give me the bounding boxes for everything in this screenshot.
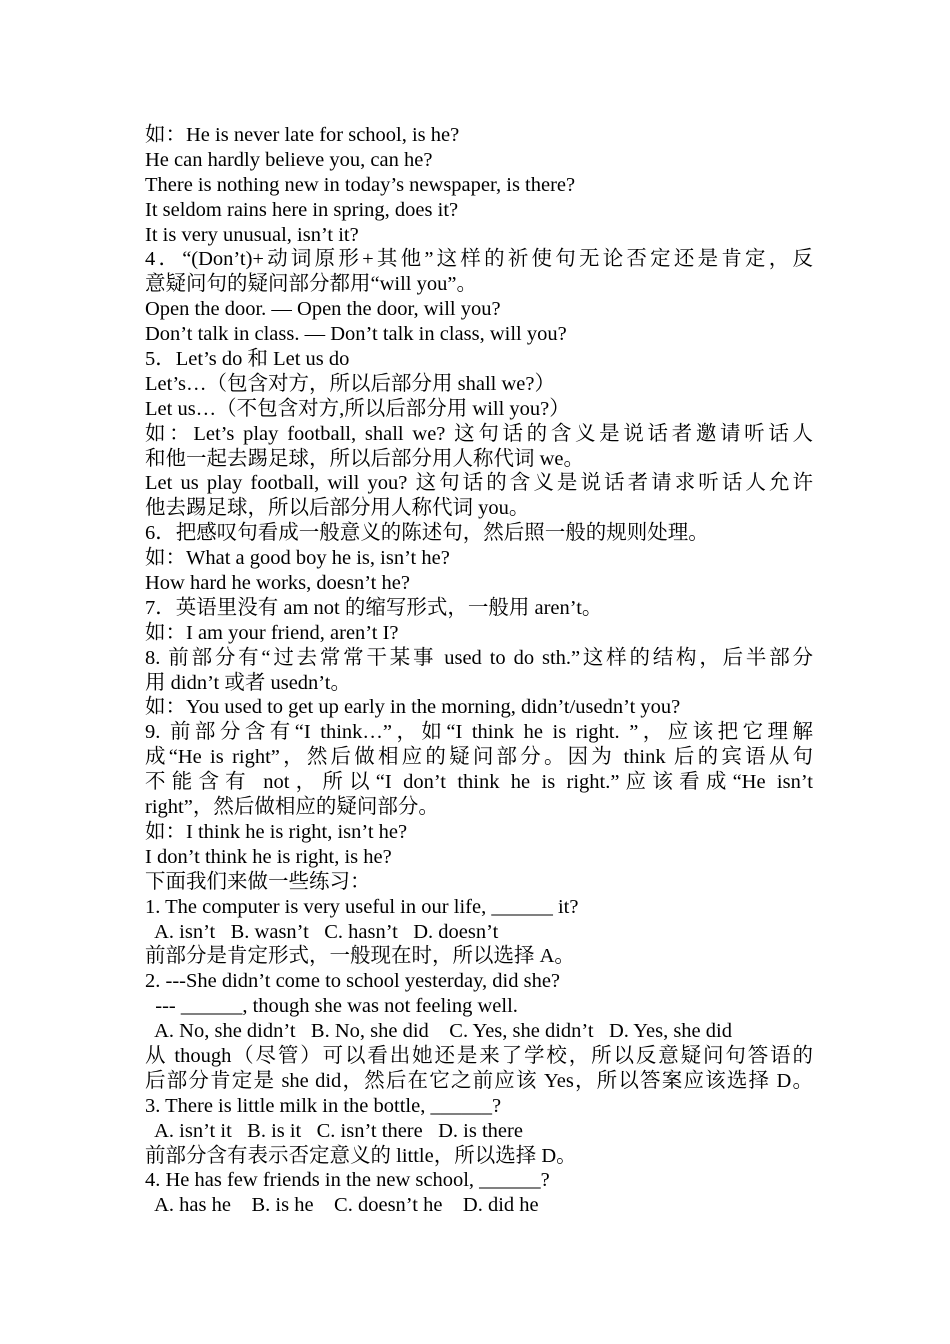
text-line: A. has he B. is he C. doesn’t he D. did he — [145, 1194, 539, 1217]
text-line: A. isn’t B. wasn’t C. hasn’t D. doesn’t — [145, 920, 499, 943]
text-line: 9. 前部分含有“I think…”，如“I think he is right. ”，应该把它理解 — [145, 721, 813, 744]
text-line: A. No, she didn’t B. No, she did C. Yes, she didn’t D. Yes, she did — [145, 1020, 732, 1043]
text-line: right”，然后做相应的疑问部分。 — [145, 796, 439, 819]
text-line: 后部分肯定是 she did，然后在它之前应该 Yes，所以答案应该选择 D。 — [145, 1069, 813, 1092]
text-line: --- ______, though she was not feeling well. — [145, 995, 518, 1018]
text-line: 2. ---She didn’t come to school yesterday, did she? — [145, 970, 561, 993]
text-line: 3. There is little milk in the bottle, ______? — [145, 1094, 502, 1117]
text-line: 和他一起去踢足球，所以后部分用人称代词 we。 — [145, 447, 585, 470]
text-line: I don’t think he is right, is he? — [145, 845, 392, 868]
text-line: How hard he works, doesn’t he? — [145, 572, 410, 595]
text-line: 不能含有 not，所以“I don’t think he is right.”应该看成“He isn’t — [145, 771, 813, 794]
text-line: It seldom rains here in spring, does it? — [145, 198, 459, 221]
text-line: 如：I think he is right, isn’t he? — [145, 820, 408, 843]
document-page — [145, 123, 813, 1218]
text-line: Let us…（不包含对方,所以后部分用 will you?） — [145, 397, 570, 420]
text-line: Open the door. — Open the door, will you? — [145, 298, 501, 321]
text-line: 8. 前部分有“过去常常干某事 used to do sth.”这样的结构，后半部分 — [145, 646, 813, 669]
text-line: 用 didn’t 或者 usedn’t。 — [145, 671, 351, 694]
text-line: 前部分是肯定形式，一般现在时，所以选择 A。 — [145, 945, 575, 968]
text-line: Don’t talk in class. — Don’t talk in class, will you? — [145, 323, 567, 346]
text-line: There is nothing new in today’s newspaper, is there? — [145, 173, 576, 196]
text-line: 下面我们来做一些练习： — [145, 870, 371, 893]
text-line: 意疑问句的疑问部分都用“will you”。 — [145, 273, 477, 296]
text-line: 4．“(Don’t)+动词原形+其他”这样的祈使句无论否定还是肯定，反 — [145, 248, 813, 271]
text-line: 他去踢足球，所以后部分用人称代词 you。 — [145, 497, 530, 520]
text-line: 如：You used to get up early in the morning, didn’t/usedn’t you? — [145, 696, 681, 719]
text-line: Let us play football, will you? 这句话的含义是说话者请求听话人允许 — [145, 472, 813, 495]
text-line: A. isn’t it B. is it C. isn’t there D. is there — [145, 1119, 523, 1142]
text-line: 4. He has few friends in the new school, ______? — [145, 1169, 550, 1192]
text-line: 前部分含有表示否定意义的 little，所以选择 D。 — [145, 1144, 577, 1167]
text-line: 从 though（尽管）可以看出她还是来了学校，所以反意疑问句答语的 — [145, 1044, 813, 1067]
text-line: It is very unusual, isn’t it? — [145, 223, 359, 246]
text-line: 如：I am your friend, aren’t I? — [145, 621, 399, 644]
text-line: 如：He is never late for school, is he? — [145, 124, 460, 146]
text-line: 6．把感叹句看成一般意义的陈述句，然后照一般的规则处理。 — [145, 522, 709, 545]
text-line: 1. The computer is very useful in our life, ______ it? — [145, 895, 579, 918]
text-line: 如：What a good boy he is, isn’t he? — [145, 547, 450, 570]
text-line: 如：Let’s play football, shall we? 这句话的含义是说话者邀请听话人 — [145, 422, 813, 445]
text-line: 5．Let’s do 和 Let us do — [145, 348, 350, 371]
text-line: Let’s…（包含对方，所以后部分用 shall we?） — [145, 372, 555, 395]
text-line: He can hardly believe you, can he? — [145, 148, 433, 171]
text-line: 成“He is right”，然后做相应的疑问部分。因为 think 后的宾语从句 — [145, 746, 813, 769]
text-line: 7．英语里没有 am not 的缩写形式，一般用 aren’t。 — [145, 596, 603, 619]
